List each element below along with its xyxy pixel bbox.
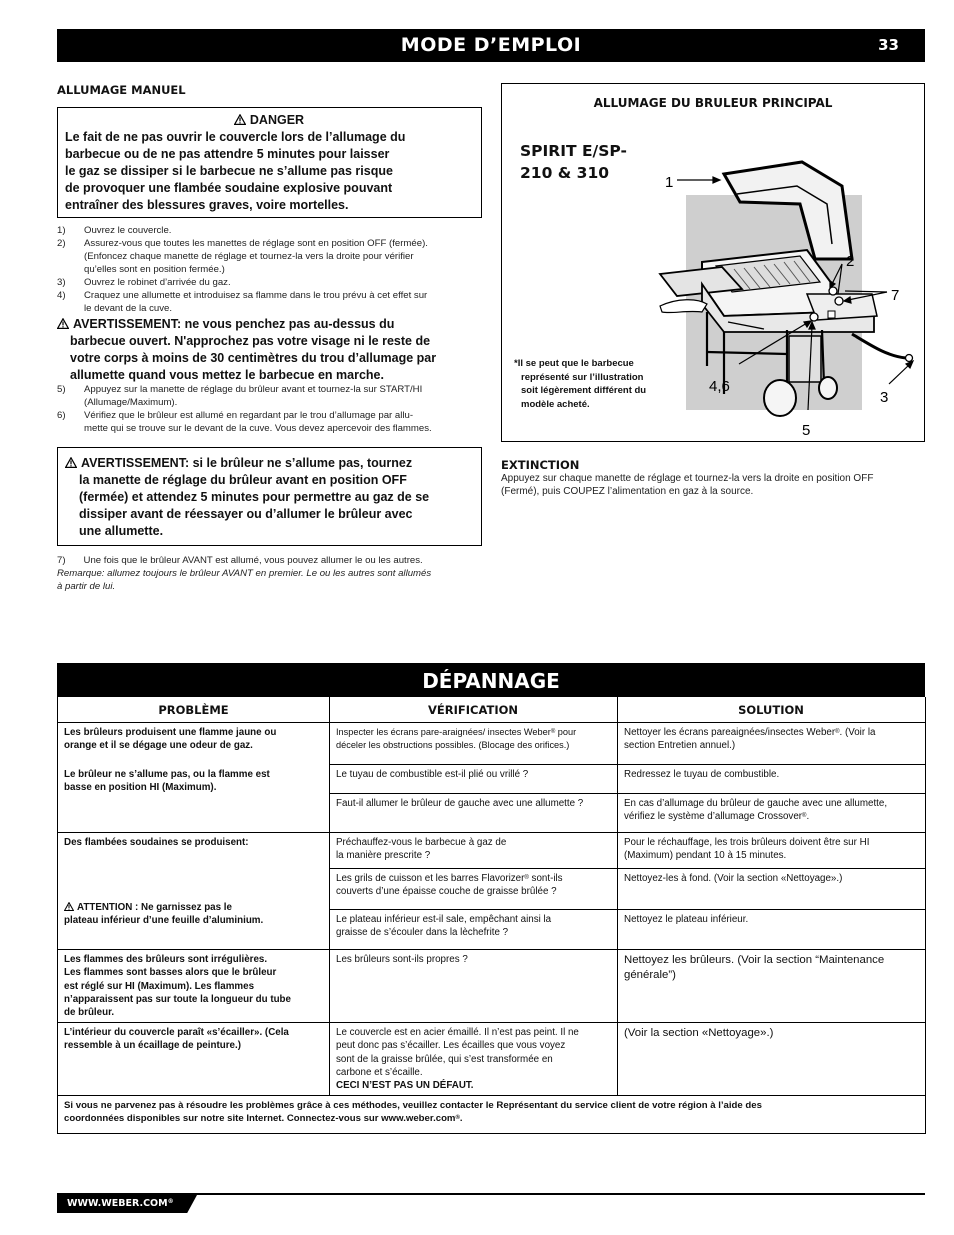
hand-with-match <box>660 300 707 313</box>
control-knob <box>810 313 818 321</box>
callout-4-6: 4,6 <box>709 378 730 395</box>
column-header-verification: VÉRIFICATION <box>428 703 518 717</box>
callout-5: 5 <box>802 422 811 439</box>
illustration-box <box>501 83 925 442</box>
check-enamel-lid: Le couvercle est en acier émaillé. Il n’est pas peint. Il ne peut donc pas s’écailler. Les écailles que vous voyez sont de la graisse brûlée, qui s’est transformée en carbone et s’écaille. CECI N’EST PAS UN DÉFAUT. <box>336 1027 579 1092</box>
page-number: 33 <box>878 36 899 54</box>
warning-triangle-icon <box>57 318 69 329</box>
problem-no-ignition: Le brûleur ne s’allume pas, ou la flamme est basse en position HI (Maximum). <box>64 769 270 794</box>
illustration-note: *Il se peut que le barbecue représenté sur l’illustration soit légèrement différent du modèle acheté. <box>514 358 647 410</box>
warning-triangle-icon <box>64 902 74 911</box>
wheel <box>819 377 837 399</box>
callout-7: 7 <box>891 287 900 304</box>
callout-1: 1 <box>665 174 674 191</box>
troubleshooting-table <box>57 697 926 1134</box>
check-spider-screens: Inspecter les écrans pare-araignées/ insectes Weber® pour déceler les obstructions possibles. (Blocage des orifices.) <box>336 727 577 751</box>
support-contact-note: Si vous ne parvenez pas à résoudre les problèmes grâce à ces méthodes, veuillez contacter le Représentant du service client de votre région à l’aide des coordonnées disponibles sur notre site Internet. Connectez-vous sur www.weber.com®. <box>64 1100 762 1125</box>
control-knob <box>835 297 843 305</box>
warning-lean-over: AVERTISSEMENT: ne vous penchez pas au-dessus du barbecue ouvert. N'approchez pas votre visage ni le reste de votre corps à moins de 30 centimètres du trou d’allumage par allumette quand vous mettez le barbecue en marche. <box>57 316 487 384</box>
problem-irregular-flames: Les flammes des brûleurs sont irrégulières. Les flammes sont basses alors que le brûleur est réglé sur HI (Maximum). Les flammes n’apparaissent pas sur toute la longueur du tube de brûleur. <box>64 954 291 1019</box>
check-preheat: Préchauffez-vous le barbecue à gaz de la manière prescrite ? <box>336 837 507 862</box>
model-name: SPIRIT E/SP- 210 & 310 <box>520 142 627 182</box>
warning-triangle-icon <box>234 114 246 125</box>
ignition-button <box>828 311 835 318</box>
extinction-text: Appuyez sur chaque manette de réglage et tournez-la vers la droite en position OFF (Fermé), puis COUPEZ l’alimentation en gaz à la source. <box>501 473 874 497</box>
troubleshooting-title: DÉPANNAGE <box>422 669 560 693</box>
step-4: 4) Craquez une allumette et introduisez sa flamme dans le trou prévu à cet effet sur le devant de la cuve. <box>57 290 428 314</box>
solution-clean-tray: Nettoyez le plateau inférieur. <box>624 914 749 925</box>
footer-url[interactable]: WWW.WEBER.COM® <box>67 1198 174 1209</box>
warning-box-no-ignition: AVERTISSEMENT: si le brûleur ne s’allume pas, tournez la manette de réglage du brûleur avant en position OFF (fermée) et attendez 5 minutes pour permettre au gaz de se dissiper avant de réessayer ou d’allumer le brûleur avec une allumette. <box>57 447 482 546</box>
illustration-title: ALLUMAGE DU BRULEUR PRINCIPAL <box>593 96 833 110</box>
danger-title: DANGER <box>249 113 305 127</box>
solution-clean-burners: Nettoyez les brûleurs. (Voir la section “Maintenance générale”) <box>624 954 885 981</box>
solution-crossover: En cas d’allumage du brûleur de gauche avec une allumette, vérifiez le système d’allumage Crossover®. <box>624 798 888 823</box>
page-title: MODE D’EMPLOI <box>400 34 582 56</box>
problem-lid-peeling: L’intérieur du couvercle paraît «s’écailler». (Cela ressemble à un écaillage de peinture.) <box>64 1027 289 1052</box>
extinction-heading: EXTINCTION <box>501 458 580 472</box>
solution-see-cleaning: (Voir la section «Nettoyage».) <box>624 1027 774 1039</box>
column-header-problem: PROBLÈME <box>158 703 229 717</box>
troubleshooting-bar <box>57 663 925 697</box>
danger-text: Le fait de ne pas ouvrir le couvercle lors de l’allumage du barbecue ou de ne pas attendre 5 minutes pour laisser le gaz se dissiper si le barbecue ne s’allume pas risque de provoquer une flambée soudaine explosive pouvant entraîner des blessures graves, voire mortelles. <box>65 130 406 212</box>
check-fuel-hose: Le tuyau de combustible est-il plié ou vrillé ? <box>336 769 529 780</box>
problem-flare-ups: Des flambées soudaines se produisent: <box>64 837 249 848</box>
solution-clean-screens: Nettoyer les écrans pareaignées/insectes Weber®. (Voir la section Entretien annuel.) <box>624 727 876 752</box>
section-heading-manual: ALLUMAGE MANUEL <box>57 83 186 97</box>
check-burners-clean: Les brûleurs sont-ils propres ? <box>336 954 468 965</box>
check-flavorizer-grease: Les grils de cuisson et les barres Flavorizer® sont-ils couverts d’une épaisse couche de graisse brûlée ? <box>336 873 563 898</box>
step-2: 2) Assurez-vous que toutes les manettes de réglage sont en position OFF (fermée). (Enfoncez chaque manette de réglage et tournez-la vers la droite pour vérifier qu’elles sont en position fermée.) <box>57 238 428 275</box>
step-3: 3) Ouvrez le robinet d’arrivée du gaz. <box>57 277 231 288</box>
caution-aluminum-foil: ATTENTION : Ne garnissez pas le plateau inférieur d’une feuille d’aluminium. <box>64 902 264 927</box>
problem-yellow-flame: Les brûleurs produisent une flamme jaune ou orange et il se dégage une odeur de gaz. <box>64 727 277 752</box>
footer-rule <box>57 1193 925 1195</box>
column-header-solution: SOLUTION <box>738 703 804 717</box>
check-bottom-tray: Le plateau inférieur est-il sale, empêchant ainsi la graisse de s’écouler dans la lèchefrite ? <box>336 914 552 939</box>
callout-3: 3 <box>880 389 889 406</box>
solution-clean-thoroughly: Nettoyez-les à fond. (Voir la section «Nettoyage».) <box>624 873 843 884</box>
header-bar <box>57 29 925 62</box>
step-6: 6) Vérifiez que le brûleur est allumé en regardant par le trou d’allumage par allu- mette qui se trouve sur le devant de la cuve. Vous devez apercevoir des flammes. <box>57 410 432 434</box>
step-5: 5) Appuyez sur la manette de réglage du brûleur avant et tournez-la sur START/HI (Allumage/Maximum). <box>57 384 423 408</box>
danger-box <box>57 107 482 218</box>
step-1: 1) Ouvrez le couvercle. <box>57 225 172 236</box>
warning-triangle-icon <box>65 457 77 468</box>
solution-preheat: Pour le réchauffage, les trois brûleurs doivent être sur HI (Maximum) pendant 10 à 15 minutes. <box>624 837 870 862</box>
check-left-burner-match: Faut-il allumer le brûleur de gauche avec une allumette ? <box>336 798 584 809</box>
solution-straighten-hose: Redressez le tuyau de combustible. <box>624 769 780 780</box>
wheel <box>764 380 796 416</box>
callout-2: 2 <box>846 253 855 270</box>
step-7: 7) Une fois que le brûleur AVANT est allumé, vous pouvez allumer le ou les autres. Remarque: allumez toujours le brûleur AVANT en premier. Le ou les autres sont allumés à partir de lui. <box>57 555 432 592</box>
